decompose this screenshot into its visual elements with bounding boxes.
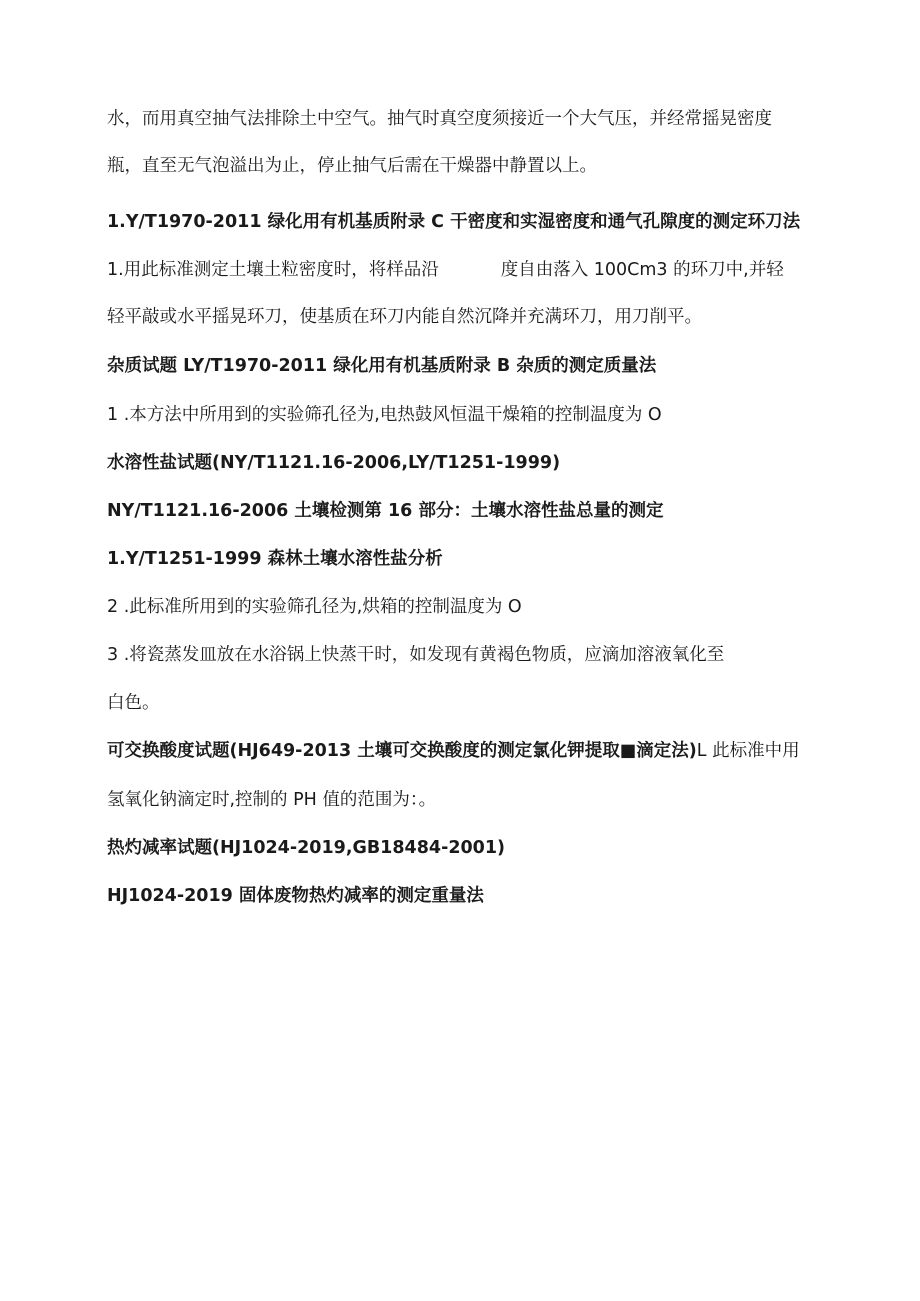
paragraph-line: 轻平敲或水平摇晃环刀，使基质在环刀内能自然沉降并充满环刀，用刀削平。 bbox=[107, 307, 702, 327]
paragraph-line: 氢氧化钠滴定时,控制的 PH 值的范围为：。 bbox=[107, 790, 437, 810]
paragraph-line: 瓶，直至无气泡溢出为止，停止抽气后需在干燥器中静置以上。 bbox=[107, 156, 597, 176]
section-heading: 可交换酸度试题(HJ649-2013 土壤可交换酸度的测定氯化钾提取■滴定法) bbox=[107, 741, 697, 761]
paragraph-line bbox=[107, 258, 784, 282]
paragraph-line: 白色。 bbox=[107, 693, 160, 713]
section-heading: 杂质试题 LY/T1970-2011 绿化用有机基质附录 B 杂质的测定质量法 bbox=[107, 356, 657, 376]
section-heading: 热灼减率试题(HJ1024-2019,GB18484-2001) bbox=[107, 838, 506, 858]
paragraph-text: L 此标准中用 bbox=[696, 741, 800, 761]
paragraph-line bbox=[107, 739, 800, 763]
section-heading: 1.Y/T1251-1999 森林土壤水溶性盐分析 bbox=[107, 549, 443, 569]
paragraph-line: 3 .将瓷蒸发皿放在水浴锅上快蒸干时，如发现有黄褐色物质，应滴加溶液氧化至 bbox=[107, 645, 725, 665]
paragraph-line: 1 .本方法中所用到的实验筛孔径为,电热鼓风恒温干燥箱的控制温度为 O bbox=[107, 405, 662, 425]
paragraph-text: 1.用此标准测定土壤土粒密度时，将样品沿 bbox=[107, 260, 439, 280]
paragraph-line: 水，而用真空抽气法排除土中空气。抽气时真空度须接近一个大气压，并经常摇晃密度 bbox=[107, 109, 772, 129]
section-heading: HJ1024-2019 固体废物热灼减率的测定重量法 bbox=[107, 886, 484, 906]
paragraph-line: NY/T1121.16-2006 土壤检测第 16 部分：土壤水溶性盐总量的测定 bbox=[107, 501, 664, 521]
section-heading: 1.Y/T1970-2011 绿化用有机基质附录 C 干密度和实湿密度和通气孔隙度的测定环刀法 bbox=[107, 212, 801, 232]
paragraph-line: 2 .此标准所用到的实验筛孔径为,烘箱的控制温度为 O bbox=[107, 597, 522, 617]
paragraph-text: 度自由落入 100Cm3 的环刀中,并轻 bbox=[500, 260, 784, 280]
section-heading: 水溶性盐试题(NY/T1121.16-2006,LY/T1251-1999) bbox=[107, 453, 561, 473]
